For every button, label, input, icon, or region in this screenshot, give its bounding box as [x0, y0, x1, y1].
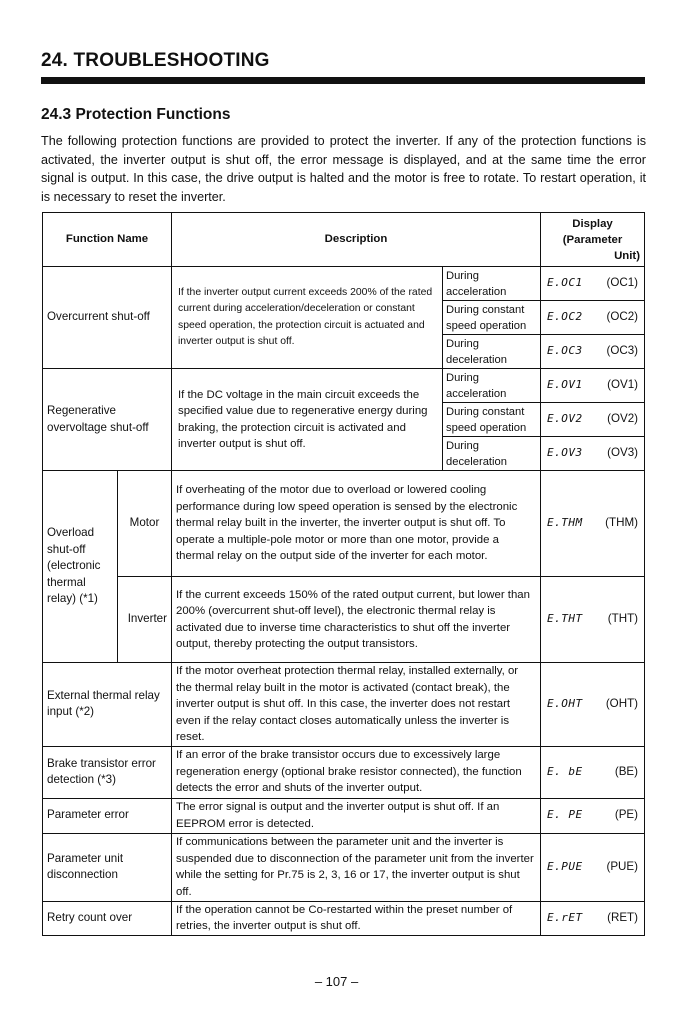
header-function-name: Function Name [43, 213, 172, 267]
display-cell [541, 471, 645, 577]
display-cell [541, 403, 645, 437]
function-name: Regenerative overvoltage shut-off [43, 369, 172, 471]
table-row [43, 833, 645, 901]
description: The error signal is output and the inverter output is shut off. If an EEPROM error is detected. [172, 798, 541, 833]
error-code: E.OHT [547, 697, 583, 710]
table-row [43, 901, 645, 935]
function-name: Brake transistor error detection (*3) [43, 746, 172, 798]
error-code: E.PUE [547, 859, 583, 873]
error-abbr: (OV2) [607, 412, 639, 426]
condition-cell: During acceleration [443, 267, 541, 301]
function-name: Overcurrent shut-off [43, 267, 172, 369]
header-display-line3: Unit) [614, 249, 641, 262]
error-code: E.OV2 [547, 412, 583, 426]
error-abbr: (OC3) [606, 344, 639, 358]
error-abbr: (OC1) [606, 276, 639, 290]
function-name: External thermal relay input (*2) [43, 663, 172, 747]
error-code: E. bE [547, 764, 583, 778]
display-cell [541, 798, 645, 833]
description: If the motor overheat protection thermal relay, installed externally, or the thermal relay built in the motor is activated (contact break), the inverter output is shut off. In this case, the inverter does not restart even if the relay contact closes automatically unless the inverter is reset. [172, 663, 541, 747]
error-abbr: (RET) [607, 910, 639, 924]
display-cell [541, 833, 645, 901]
title-rule [41, 77, 645, 84]
description: If the inverter output current exceeds 200% of the rated current during acceleration/deceleration or constant speed operation, the protection circuit is actuated and inverter output is shut off. [172, 267, 443, 369]
display-cell [541, 369, 645, 403]
table-header-row [43, 213, 645, 267]
description: If communications between the parameter unit and the inverter is suspended due to disconnection of the parameter unit from the inverter while the setting for Pr.75 is 2, 3, 16 or 17, the inverter output is shut off. [172, 833, 541, 901]
error-abbr: (PUE) [606, 859, 639, 873]
function-name: Parameter unit disconnection [43, 833, 172, 901]
description: If the current exceeds 150% of the rated output current, but lower than 200% (overcurrent shut-off level), the electronic thermal relay is activated due to inverse time characteristics to shut off the inverter output, thereby protecting the output transistors. [172, 577, 541, 663]
condition-cell: During deceleration [443, 335, 541, 369]
header-description: Description [172, 213, 541, 267]
error-abbr: (OC2) [606, 310, 639, 324]
error-code: E.THT [547, 612, 583, 626]
error-abbr: (OHT) [605, 697, 639, 710]
error-abbr: (BE) [614, 764, 639, 778]
error-code: E.OV3 [547, 446, 583, 460]
function-name: Overload shut-off (electronic thermal relay) (*1) [43, 471, 118, 663]
header-display [541, 213, 645, 267]
description: If an error of the brake transistor occurs due to excessively large regeneration energy (optional brake resistor connected), the function detects the error and shuts of the inverter output. [172, 746, 541, 798]
function-name: Parameter error [43, 798, 172, 833]
table-row [43, 663, 645, 747]
header-display-line2: (Parameter [562, 233, 623, 246]
section-title: 24.3 Protection Functions [41, 106, 231, 123]
intro-paragraph: The following protection functions are provided to protect the inverter. If any of the protection functions is activated, the inverter output is shut off, the error message is displayed, and at the same time the error signal is output. In this case, the drive output is halted and the motor is free to rotate. To restart operation, it is necessary to reset the inverter. [41, 134, 646, 204]
header-display-line1: Display [572, 217, 613, 230]
table-row [43, 798, 645, 833]
table-row [43, 746, 645, 798]
table-row [43, 471, 645, 577]
error-code: E.rET [547, 910, 583, 924]
error-abbr: (OV1) [607, 378, 639, 392]
error-code: E.OC2 [547, 310, 583, 324]
page-number: – 107 – [314, 974, 359, 989]
error-code: E.OC1 [547, 276, 583, 290]
display-cell [541, 746, 645, 798]
table-row [43, 369, 645, 403]
display-cell [541, 301, 645, 335]
display-cell [541, 437, 645, 471]
error-abbr: (OV3) [607, 446, 639, 460]
display-cell [541, 335, 645, 369]
sub-function-motor: Motor [118, 471, 172, 577]
error-code: E.THM [547, 516, 583, 530]
description: If the operation cannot be Co-restarted within the preset number of retries, the inverter output is shut off. [172, 901, 541, 935]
error-code: E.OC3 [547, 344, 583, 358]
sub-function-inverter: Inverter [118, 577, 172, 663]
error-abbr: (PE) [614, 808, 639, 822]
condition-cell: During constant speed operation [443, 403, 541, 437]
description: If overheating of the motor due to overload or lowered cooling performance during low speed operation is sensed by the electronic thermal relay built in the inverter, the inverter output is shut off. To operate a multiple-pole motor or more than one motor, provide a thermal relay on the output side of the inverter for each motor. [172, 471, 541, 577]
protection-functions-table [42, 212, 645, 936]
display-cell [541, 663, 645, 747]
error-code: E.OV1 [547, 378, 583, 392]
function-name: Retry count over [43, 901, 172, 935]
display-cell [541, 267, 645, 301]
error-code: E. PE [547, 808, 583, 822]
table-row [43, 577, 645, 663]
condition-cell: During deceleration [443, 437, 541, 471]
error-abbr: (THT) [607, 612, 639, 626]
condition-cell: During constant speed operation [443, 301, 541, 335]
display-cell [541, 901, 645, 935]
display-cell [541, 577, 645, 663]
description: If the DC voltage in the main circuit exceeds the specified value due to regenerative energy during braking, the protection circuit is activated and inverter output is shut off. [172, 369, 443, 471]
condition-cell: During acceleration [443, 369, 541, 403]
error-abbr: (THM) [605, 516, 639, 530]
table-row [43, 267, 645, 301]
page-title: 24. TROUBLESHOOTING [41, 50, 270, 71]
